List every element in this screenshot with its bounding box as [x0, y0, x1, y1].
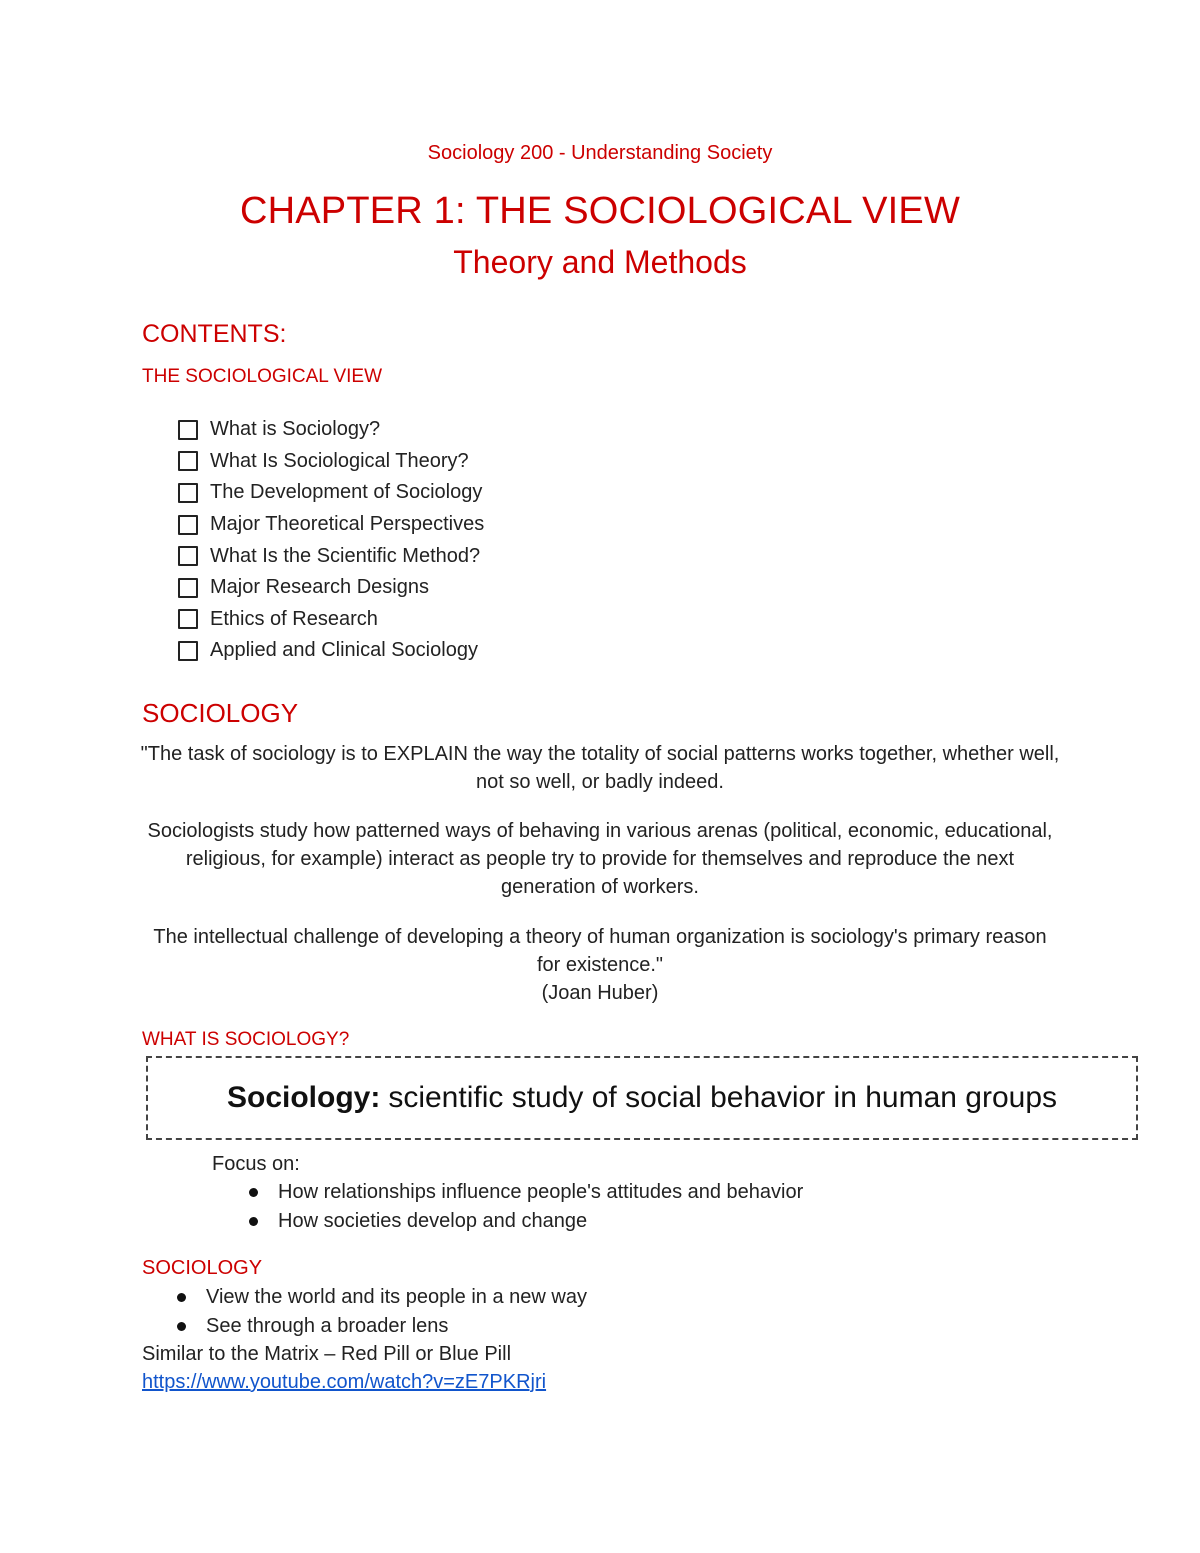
definition-term: Sociology: [226, 1081, 381, 1114]
checkbox-icon[interactable] [178, 483, 198, 503]
checklist-item[interactable] [178, 414, 484, 446]
checklist-item-label: What Is the Scientific Method? [210, 544, 481, 567]
checkbox-icon[interactable] [178, 609, 198, 629]
checkbox-icon[interactable] [178, 515, 198, 535]
what-is-sociology-heading: WHAT IS SOCIOLOGY? [142, 1029, 350, 1050]
quote-paragraph-3 [140, 923, 1060, 1007]
checklist-item[interactable] [178, 604, 484, 636]
list-item-text: How relationships influence people's attitudes and behavior [278, 1181, 804, 1203]
checklist-item[interactable] [178, 635, 484, 667]
contents-checklist [178, 414, 484, 667]
definition-text: scientific study of social behavior in human groups [388, 1081, 1058, 1114]
checkbox-icon[interactable] [178, 578, 198, 598]
checklist-item-label: Ethics of Research [210, 607, 378, 630]
focus-label: Focus on: [212, 1153, 300, 1175]
checkbox-icon[interactable] [178, 420, 198, 440]
definition-box [146, 1056, 1138, 1140]
chapter-title: CHAPTER 1: THE SOCIOLOGICAL VIEW [239, 190, 961, 232]
checkbox-icon[interactable] [178, 451, 198, 471]
checklist-item[interactable] [178, 477, 484, 509]
list-item-text: How societies develop and change [278, 1210, 588, 1232]
matrix-note: Similar to the Matrix – Red Pill or Blue Pill [142, 1343, 512, 1365]
bullet-icon [249, 1188, 258, 1197]
bullet-icon [249, 1217, 258, 1226]
quote-paragraph-2: Sociologists study how patterned ways of behaving in various arenas (political, economic, educational, religious, for example) interact as people try to provide for themselves and reproduce the next generation of workers. [147, 820, 1053, 898]
chapter-subtitle: Theory and Methods [453, 244, 747, 280]
checklist-item[interactable] [178, 509, 484, 541]
checklist-item-label: Major Research Designs [210, 576, 429, 599]
list-item-text: View the world and its people in a new way [206, 1286, 587, 1308]
checklist-item-label: The Development of Sociology [210, 481, 483, 504]
checklist-item[interactable] [178, 446, 484, 478]
checklist-item[interactable] [178, 540, 484, 572]
list-item-text: See through a broader lens [206, 1315, 449, 1337]
checklist-item-label: What Is Sociological Theory? [210, 449, 469, 472]
list-item [177, 1312, 587, 1341]
checkbox-icon[interactable] [178, 546, 198, 566]
list-item [249, 1178, 803, 1207]
youtube-link[interactable]: https://www.youtube.com/watch?v=zE7PKRjri [142, 1371, 547, 1393]
bullet-icon [177, 1293, 186, 1302]
sociology-list [177, 1283, 587, 1341]
checkbox-icon[interactable] [178, 641, 198, 661]
checklist-item[interactable] [178, 572, 484, 604]
quote-attribution: (Joan Huber) [541, 982, 659, 1004]
list-item [249, 1207, 803, 1236]
course-title: Sociology 200 - Understanding Society [427, 142, 773, 164]
bullet-icon [177, 1322, 186, 1331]
checklist-item-label: What is Sociology? [210, 418, 381, 441]
checklist-item-label: Applied and Clinical Sociology [210, 639, 478, 662]
focus-list [249, 1178, 803, 1236]
contents-section-title: THE SOCIOLOGICAL VIEW [142, 366, 383, 387]
checklist-item-label: Major Theoretical Perspectives [210, 513, 485, 536]
list-item [177, 1283, 587, 1312]
contents-heading: CONTENTS: [142, 320, 287, 348]
quote-paragraph-1: "The task of sociology is to EXPLAIN the way the totality of social patterns works together, whether well, not so well, or badly indeed. [140, 743, 1060, 793]
quote-paragraph-3-text: The intellectual challenge of developing a theory of human organization is sociology's primary reason for existence." [153, 926, 1047, 976]
sociology-heading: SOCIOLOGY [142, 698, 299, 728]
sociology-subheading: SOCIOLOGY [142, 1257, 263, 1279]
